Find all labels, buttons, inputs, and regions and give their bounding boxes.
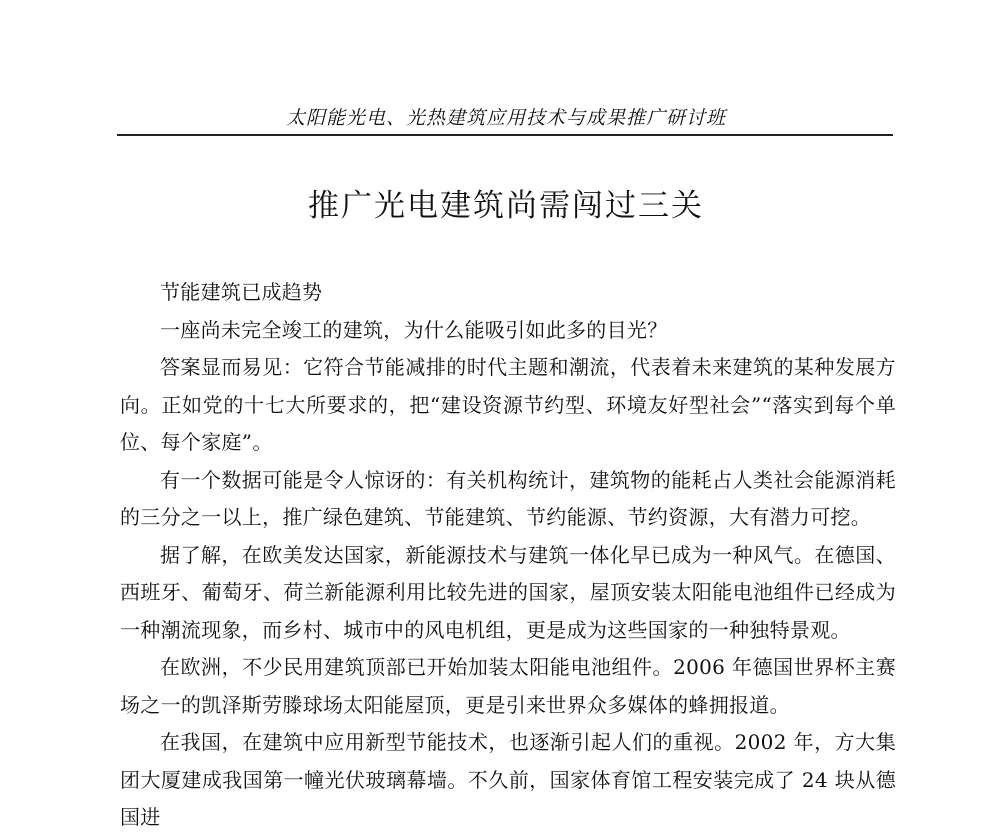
header-rule — [117, 134, 893, 136]
paragraph: 据了解，在欧美发达国家，新能源技术与建筑一体化早已成为一种风气。在德国、西班牙、葡萄牙、荷兰新能源利用比较先进的国家，屋顶安装太阳能电池组件已经成为一种潮流现象，而乡村、城市中的风电机组，更是成为这些国家的一种独特景观。 — [120, 542, 896, 642]
paragraph: 在欧洲，不少民用建筑顶部已开始加装太阳能电池组件。2006 年德国世界杯主赛场之一的凯泽斯劳滕球场太阳能屋顶，更是引来世界众多媒体的蜂拥报道。 — [120, 655, 896, 717]
paragraph: 答案显而易见：它符合节能减排的时代主题和潮流，代表着未来建筑的某种发展方向。正如党的十七大所要求的，把“建设资源节约型、环境友好型社会”“落实到每个单位、每个家庭”。 — [120, 355, 896, 454]
paragraph: 有一个数据可能是令人惊讶的：有关机构统计，建筑物的能耗占人类社会能源消耗的三分之一以上，推广绿色建筑、节能建筑、节约能源、节约资源，大有潜力可挖。 — [120, 467, 896, 529]
paragraph: 节能建筑已成趋势 — [160, 280, 323, 304]
article-title: 推广光电建筑尚需闯过三关 — [308, 188, 704, 224]
article-body — [120, 274, 896, 837]
running-header: 太阳能光电、光热建筑应用技术与成果推广研讨班 — [285, 107, 726, 129]
paragraph: 一座尚未完全竣工的建筑，为什么能吸引如此多的目光？ — [160, 317, 668, 342]
paragraph: 在我国，在建筑中应用新型节能技术，也逐渐引起人们的重视。2002 年，方大集团大厦建成我国第一幢光伏玻璃幕墙。不久前，国家体育馆工程安装完成了 24 块从德国进 — [120, 730, 896, 829]
